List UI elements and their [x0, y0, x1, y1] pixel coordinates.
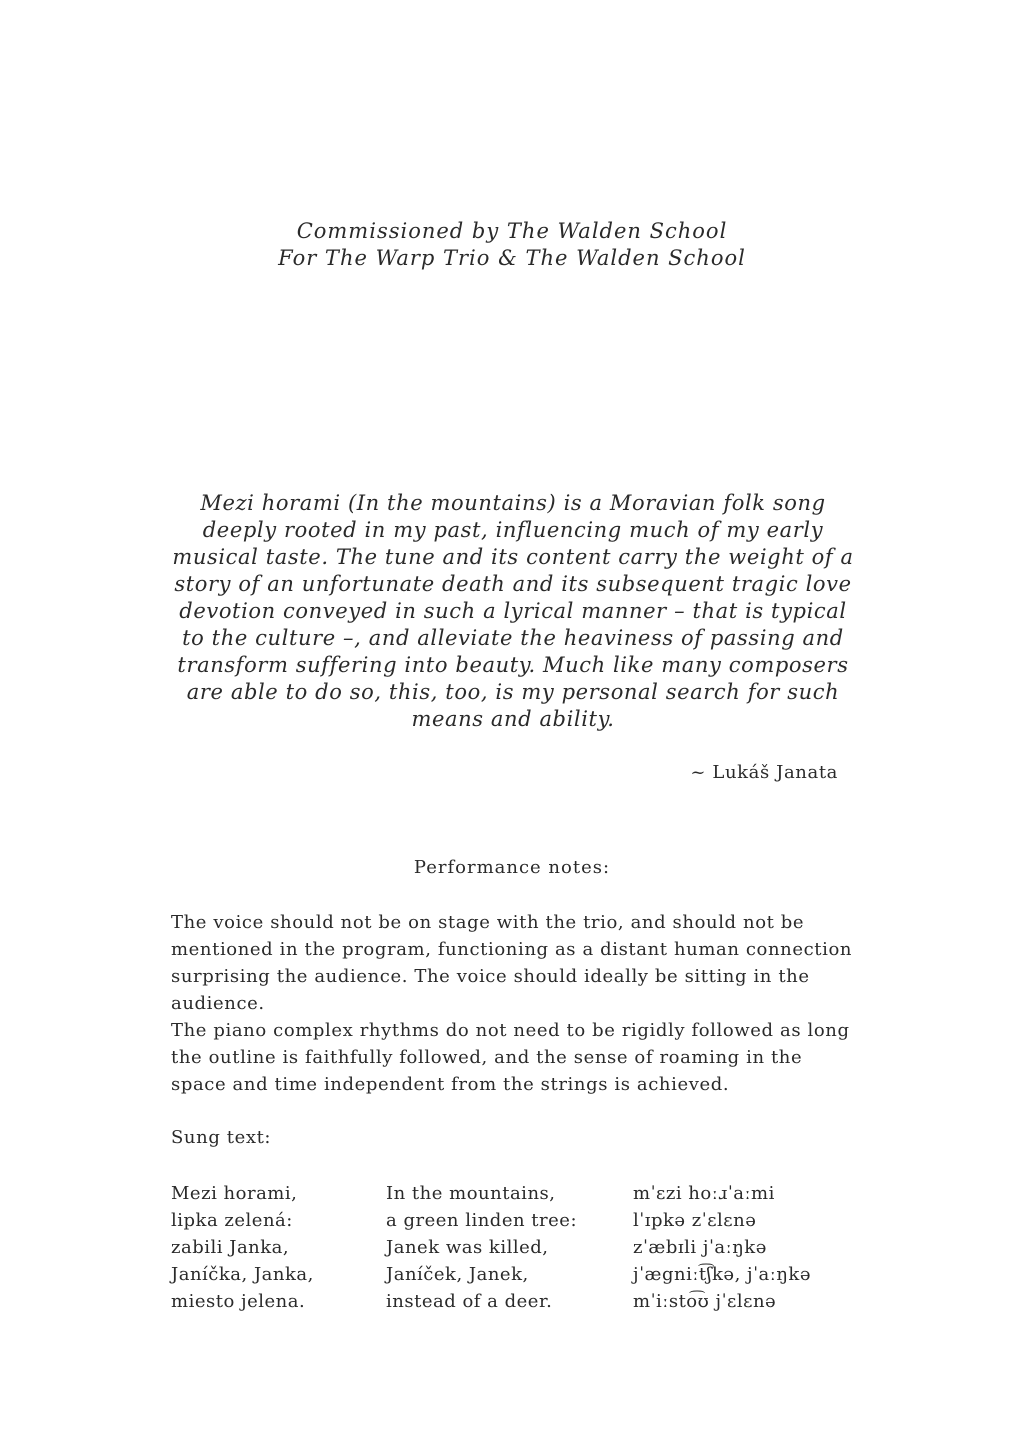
performance-note-paragraph: The voice should not be on stage with the trio, and should not be mentioned in the program, functioning as a distant human connection surprising the audience. The voice should ideally be sitting in the audience. — [171, 912, 853, 1014]
lyric-czech: Mezi horami, — [171, 1183, 298, 1204]
lyric-row — [171, 1261, 861, 1288]
lyric-english: instead of a deer. — [386, 1291, 553, 1312]
commission-block — [0, 218, 1024, 272]
lyric-row — [171, 1234, 861, 1261]
performance-notes — [171, 909, 861, 1098]
lyric-english: Janíček, Janek, — [386, 1264, 529, 1285]
commission-line-1: Commissioned by The Walden School — [296, 219, 728, 243]
lyric-ipa: jˈægniːt͡ʃkə, jˈaːŋkə — [633, 1264, 811, 1285]
lyric-czech: Janíčka, Janka, — [171, 1264, 314, 1285]
lyric-row — [171, 1207, 861, 1234]
commission-line-2: For The Warp Trio & The Walden School — [278, 246, 746, 270]
lyric-czech: miesto jelena. — [171, 1291, 306, 1312]
lyric-english: In the mountains, — [386, 1183, 556, 1204]
lyric-row — [171, 1288, 861, 1315]
lyrics-table — [171, 1180, 861, 1320]
lyric-ipa: mˈɛzi hoːɹˈaːmi — [633, 1183, 775, 1204]
lyric-english: a green linden tree: — [386, 1210, 578, 1231]
lyric-czech: zabili Janka, — [171, 1237, 290, 1258]
lyric-ipa: zˈæbɪli jˈaːŋkə — [633, 1237, 767, 1258]
lyric-english: Janek was killed, — [386, 1237, 549, 1258]
lyric-ipa: mˈiːsto͡ʊ jˈɛlɛnə — [633, 1291, 777, 1312]
lyric-ipa: lˈɪpkə zˈɛlɛnə — [633, 1210, 757, 1231]
performance-note-paragraph: The piano complex rhythms do not need to be rigidly followed as long the outline is faithfully followed, and the sense of roaming in the space and time independent from the strings is achieved. — [171, 1020, 850, 1095]
composer-signature: ~ Lukáš Janata — [690, 762, 838, 783]
performance-notes-heading: Performance notes: — [413, 857, 611, 878]
lyric-row — [171, 1180, 861, 1207]
lyric-czech: lipka zelená: — [171, 1210, 293, 1231]
program-note: Mezi horami (In the mountains) is a Moravian folk song deeply rooted in my past, influencing much of my early musical taste. The tune and its content carry the weight of a story of an unfortunate death and its subsequent tragic love devotion conveyed in such a lyrical manner – that is typical to the culture –, and alleviate the heaviness of passing and transform suffering into beauty. Much like many composers are able to do so, this, too, is my personal search for such means and ability. — [172, 491, 854, 731]
sung-text-label: Sung text: — [171, 1127, 272, 1148]
